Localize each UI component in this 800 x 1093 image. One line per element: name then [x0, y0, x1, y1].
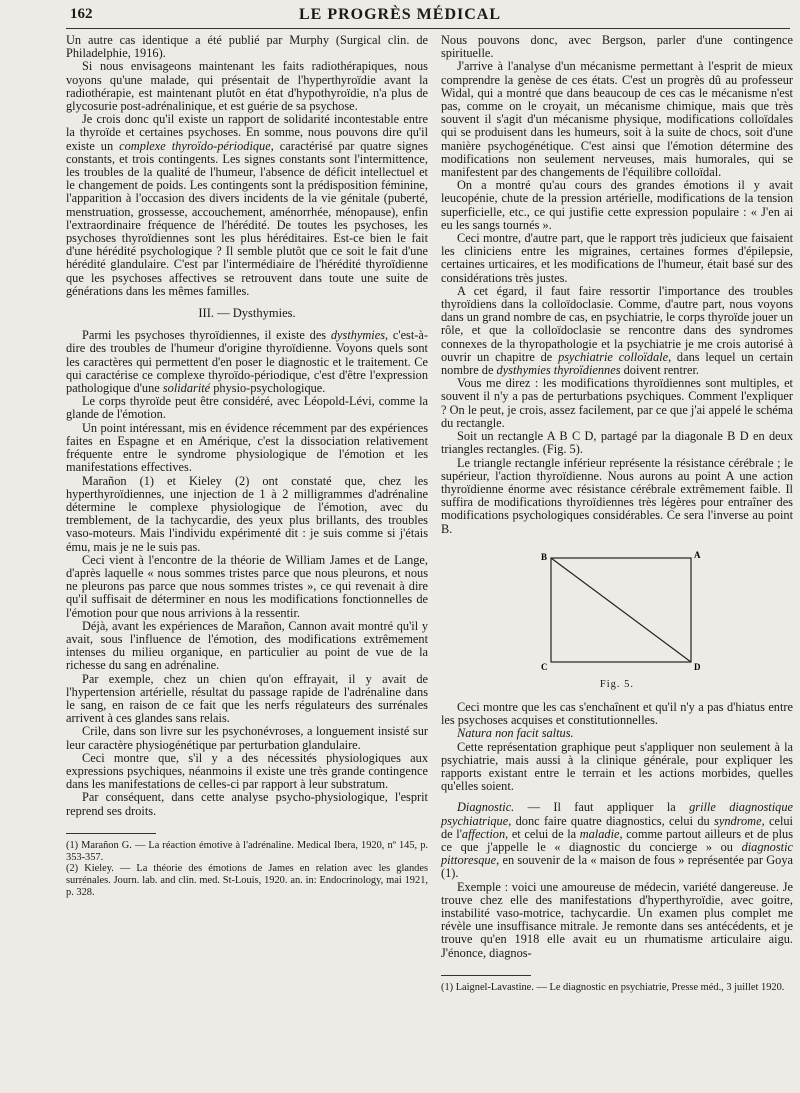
- diagonal-bd: [551, 558, 691, 662]
- paragraph: Crile, dans son livre sur les psychonévroses, a longuement insisté sur leur caractère physiogénétique par perturbation glandulaire.: [66, 724, 428, 752]
- paragraph: Parmi les psychoses thyroïdiennes, il existe des dysthymies, c'est-à-dire des troubles de l'humeur d'origine thyroïdienne. Voyons quels sont les caractères qui permettent d'en poser le diagnostic et le traitement. Ce qui caractérise ce complexe thyroïdo-périodique, c'est d'être l'expression pathologique d'une solidarité physio-psychologique.: [66, 328, 428, 396]
- paragraph: J'arrive à l'analyse d'un mécanisme permettant à l'esprit de mieux comprendre la genèse de ces états. C'est un progrès dû au professeur Widal, qui a montré que dans beaucoup de ces cas le mécanisme n'est pas, comme on le croyait, un mécanisme chimique, mais que très souvent il s'agit d'un mécanisme physique, modifications colloïdales qui se produisent dans les humeurs, soit à la suite de chocs, soit d'une manière psychogénétique. C'est ainsi que l'émotion détermine des modifications non seulement nerveuses, mais humorales, qui se manifestent par des changements de l'équilibre colloïdal.: [441, 59, 793, 180]
- header-rule: [66, 28, 790, 29]
- footnote: (1) Marañon G. — La réaction émotive à l'adrénaline. Medical Ibera, 1920, nº 145, p. 353-357.: [66, 839, 428, 863]
- paragraph: Déjà, avant les expériences de Marañon, Cannon avait montré qu'il y avait, sous l'influence de l'émotion, des modifications extrêmement intenses du milieu organique, en particulier au point de vue de la richesse du sang en adrénaline.: [66, 618, 428, 673]
- page-header: [0, 6, 800, 30]
- label-d: D: [694, 661, 701, 672]
- page-number: 162: [70, 6, 93, 22]
- paragraph: Je crois donc qu'il existe un rapport de solidarité incontestable entre la thyroïde et certaines psychoses. En somme, nous pouvons dire qu'il existe un complexe thyroïdo-périodique, caractérisé par quatre signes constants, et trois contingents. Les signes constants sont l'intermittence, les troubles de la qualité de l'humeur, l'absence de déficit intellectuel et le changement de poids. Les contingents sont la prédisposition féminine, l'apparition à l'occasion des divers incidents de la vie génitale (puberté, menstruation, grossesse, accouchement, aménorrhée, ménopause), enfin l'extraordinaire fréquence de l'hérédité. De toutes les psychoses, les psychoses thyroïdiennes sont les plus héréditaires. Est-ce bien le fait d'une hérédité psychologique ? Il semble plutôt que ce soit le fait d'une hérédité glandulaire. C'est par l'intermédiaire de l'hérédité thyroïdienne que les psychoses affectives se retrouvent dans toute une suite de générations dans les mêmes familles.: [66, 112, 428, 298]
- right-column: [441, 34, 793, 994]
- paragraph: Vous me direz : les modifications thyroïdiennes sont multiples, et souvent il n'y a pas de perturbations psychiques. Comment l'expliquer ? On le peut, je crois, assez facilement, par ce que j'ai appelé le schéma du rectangle.: [441, 376, 793, 430]
- paragraph: On a montré qu'au cours des grandes émotions il y avait leucopénie, chute de la pression artérielle, modifications de la tension superficielle, etc., ce qui justifie cette expression populaire : « J'en ai eu les sangs tournés ».: [441, 178, 793, 232]
- footnote-rule: [441, 975, 531, 976]
- paragraph: Soit un rectangle A B C D, partagé par la diagonale B D en deux triangles rectangles. (Fig. 5).: [441, 429, 793, 457]
- label-a: A: [694, 549, 701, 560]
- label-b: B: [541, 551, 548, 562]
- footnote-rule: [66, 833, 156, 834]
- figure-caption: Fig. 5.: [599, 678, 635, 690]
- paragraph: Le triangle rectangle inférieur représente la résistance cérébrale ; le supérieur, l'action thyroïdienne. Nous aurons au point A une action thyroïdienne énorme avec résistance cérébrale extrêmement faible. Il suffira de modifications thyroïdiennes très légères pour entraîner des modifications psychologiques considérables. Ce sera l'inverse au point B.: [441, 455, 793, 536]
- paragraph: A cet égard, il faut faire ressortir l'importance des troubles thyroïdiens dans la colloïdoclasie. Comme, d'autre part, nous voyons dans un grand nombre de cas, en psychiatrie, le corps thyroïde jouer un rôle, et que la colloïdoclasie se rencontre dans des syndromes connexes de la thyropathologie et la psychiatrie je me crois autorisé à ouvrir un chapitre de psychiatrie colloïdale, dans lequel un certain nombre de dysthymies thyroïdiennes doivent rentrer.: [441, 283, 793, 378]
- paragraph: Ceci vient à l'encontre de la théorie de William James et de Lange, d'après laquelle « nous sommes tristes parce que nous pleurons, et nous ne pleurons pas parce que nous sommes tristes », ce qui revenait à dire qu'il suffisait de déterminer en nous les modifications fonctionnelles de l'émotion pour que nous arrivions à la ressentir.: [66, 552, 428, 620]
- paragraph: Marañon (1) et Kieley (2) ont constaté que, chez les hyperthyroïdiennes, une injection de 1 à 2 milligrammes d'adrénaline détermine le complexe physiologique de l'émotion, avec du tremblement, de la tachycardie, des yeux plus brillants, des troubles vaso-moteurs. Mais l'individu expérimenté dit : je suis comme si j'étais ému, mais je ne le suis pas.: [66, 473, 428, 554]
- left-column: [66, 34, 428, 899]
- rectangle-diagram: [441, 546, 793, 674]
- paragraph: Ceci montre que les cas s'enchaînent et qu'il n'y a pas d'hiatus entre les psychoses acquises et constitutionnelles.: [441, 699, 793, 728]
- label-c: C: [541, 661, 548, 672]
- running-title: LE PROGRÈS MÉDICAL: [298, 6, 502, 23]
- paragraph: Par conséquent, dans cette analyse psycho-physiologique, l'esprit reprend ses droits.: [66, 790, 428, 818]
- footnote: (2) Kieley. — La théorie des émotions de James en relation avec les glandes surrénales. Journ. lab. and clin. med. St-Louis, 1920. an. in: Endocrinology, mai 1921, p. 328.: [66, 863, 428, 898]
- paragraph: Diagnostic. — Il faut appliquer la grille diagnostique psychiatrique, donc faire quatre diagnostics, celui du syndrome, celui de l'affection, et celui de la maladie, comme partout ailleurs et de plus ce que j'appelle le « diagnostic du concierge » ou diagnostic pittoresque, en souvenir de la « maison de fous » représentée par Goya (1).: [441, 800, 793, 881]
- paragraph: Cette représentation graphique peut s'appliquer non seulement à la psychiatrie, mais aussi à la clinique générale, pour expliquer les rapports existant entre le terrain et les actions morbides, quelles qu'elles soient.: [441, 739, 793, 794]
- latin-quote: Natura non facit saltus.: [457, 726, 574, 741]
- paragraph: Si nous envisageons maintenant les faits radiothérapiques, nous voyons qu'une malade, qui présentait de l'hyperthyroïdie avant la radiothérapie, est maintenant plutôt en état d'hypothyroïdie, n'a plus de glycosurie post-adrénalinique, et est guérie de sa psychose.: [66, 59, 428, 114]
- paragraph: Le corps thyroïde peut être considéré, avec Léopold-Lévi, comme la glande de l'émotion.: [66, 394, 428, 422]
- paragraph: Un point intéressant, mis en évidence récemment par des expériences faites en Espagne et en Amérique, c'est la dissociation relativement fréquente entre le syndrome physiologique de l'émotion et les manifestations effectives.: [66, 420, 428, 475]
- paragraph: Nous pouvons donc, avec Bergson, parler d'une contingence spirituelle.: [441, 33, 793, 61]
- paragraph: Par exemple, chez un chien qu'on effrayait, il y avait de l'hypertension artérielle, résultat du passage rapide de l'adrénaline dans le sang, en raison de ce fait que les nerfs régulateurs des surrénales arrivent à ces glandes sans relais.: [66, 671, 428, 726]
- paragraph: Un autre cas identique a été publié par Murphy (Surgical clin. de Philadelphie, 1916).: [66, 33, 428, 61]
- paragraph: Exemple : voici une amoureuse de médecin, variété dangereuse. Je trouve chez elle des manifestations d'hyperthyroïdie, avec goitre, instabilité vaso-motrice, tachycardie. Un examen plus complet me révèle une insuffisance mitrale. Je remonte dans ses antécédents, et je trouve qu'en 1918 elle avait eu un rhumatisme articulaire aigu. J'énonce, diagnos-: [441, 879, 793, 960]
- paragraph: Ceci montre que, s'il y a des nécessités physiologiques aux expressions psychiques, néanmoins il existe une très grande contingence dans les manifestations de celles-ci par rapport à leur substratum.: [66, 750, 428, 792]
- paragraph: Ceci montre, d'autre part, que le rapport très judicieux que faisaient les cliniciens entre les migraines, certaines formes d'épilepsie, certaines urticaires, et les modifications de l'humeur, était basé sur des considérations très justes.: [441, 231, 793, 285]
- figure-5: [441, 546, 793, 674]
- section-title: III. — Dysthymies.: [198, 306, 296, 321]
- footnote: (1) Laignel-Lavastine. — Le diagnostic en psychiatrie, Presse méd., 3 juillet 1920.: [441, 981, 785, 993]
